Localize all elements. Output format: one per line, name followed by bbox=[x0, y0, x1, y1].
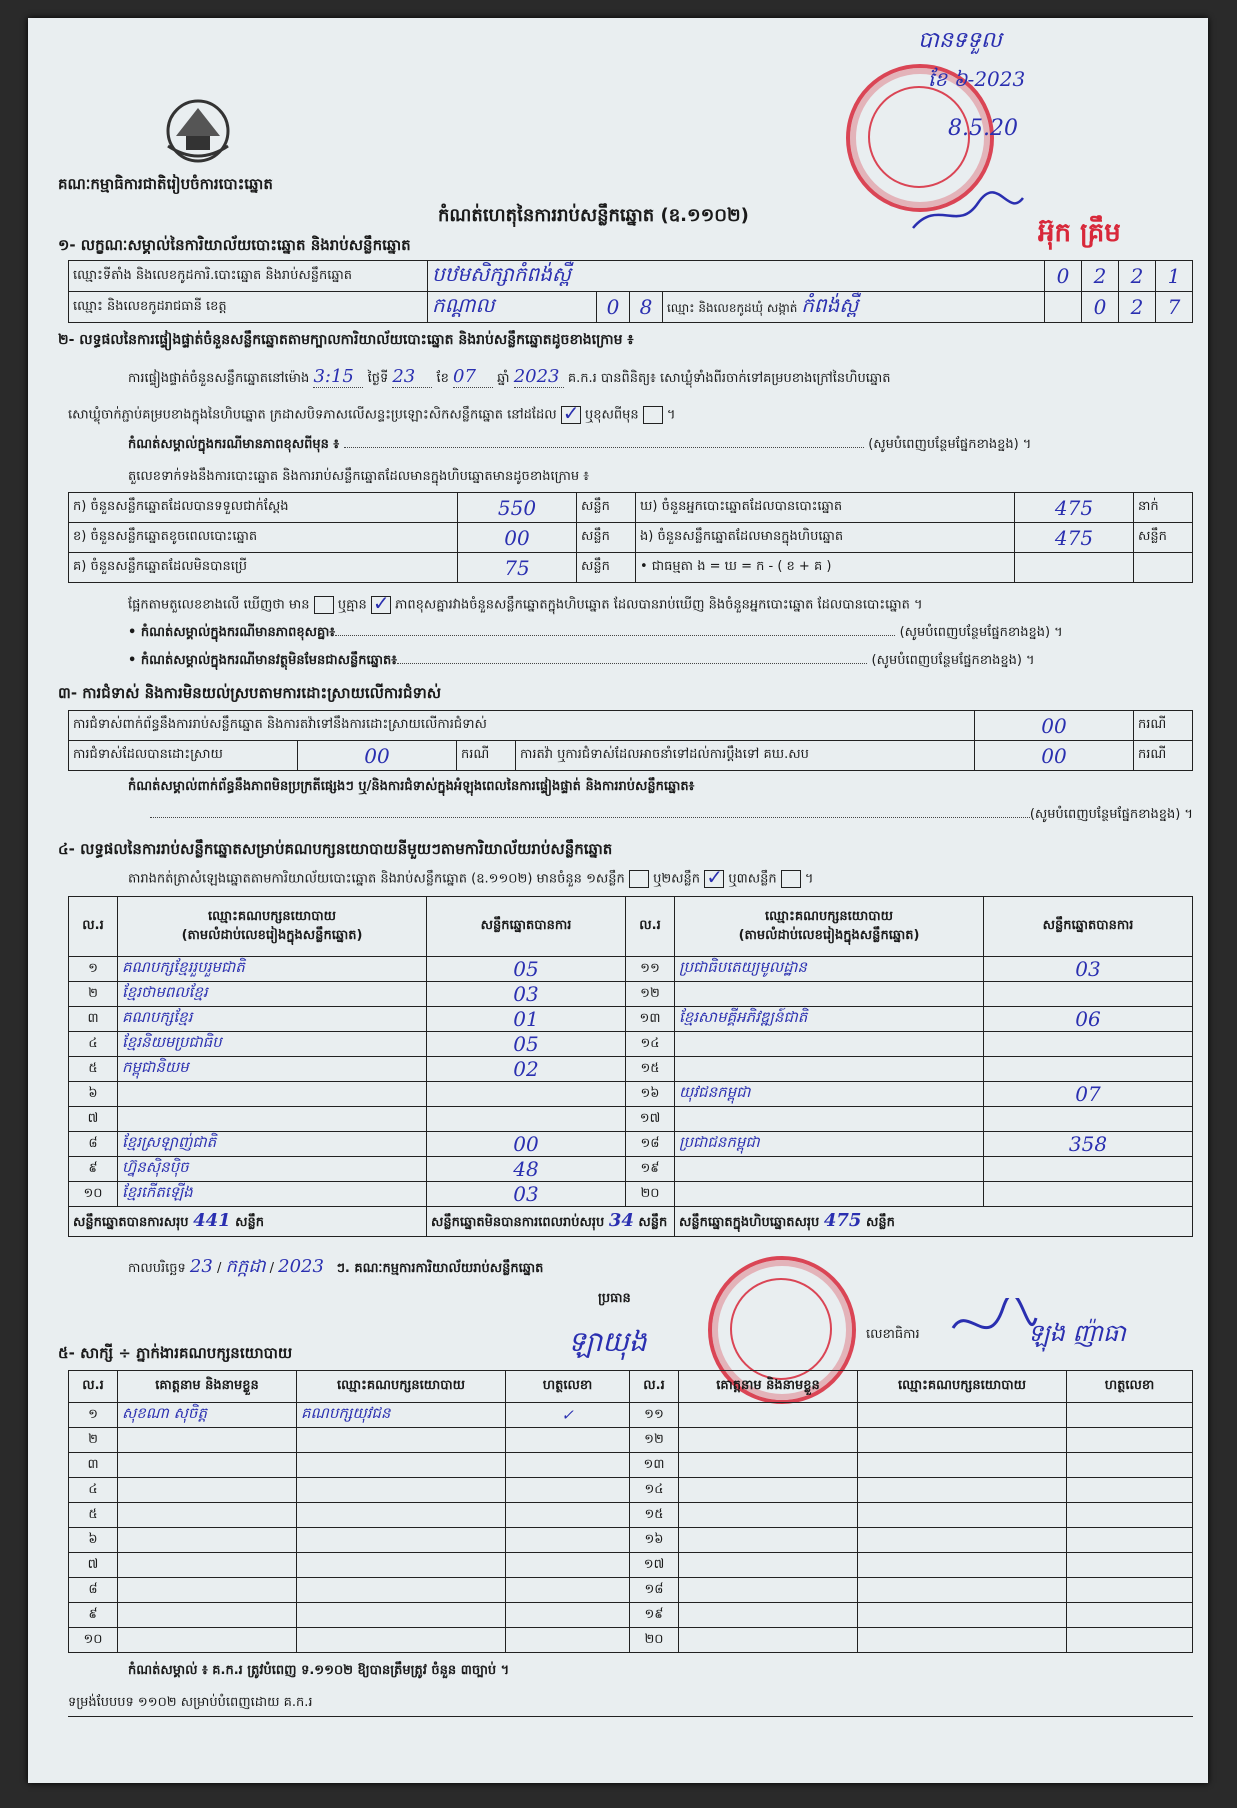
witness-name bbox=[118, 1428, 297, 1453]
ballot-count-form bbox=[28, 18, 1208, 1783]
count-value: 550 bbox=[458, 493, 577, 523]
witness-party bbox=[858, 1553, 1067, 1578]
witness-row bbox=[69, 1478, 1193, 1503]
party-votes bbox=[984, 1057, 1193, 1082]
row-number: ៨ bbox=[69, 1578, 118, 1603]
count-value: 00 bbox=[458, 523, 577, 553]
witness-row bbox=[69, 1578, 1193, 1603]
province-code-digit: 8 bbox=[630, 292, 663, 323]
witness-row bbox=[69, 1553, 1193, 1578]
witness-party bbox=[297, 1553, 506, 1578]
party-votes bbox=[984, 1107, 1193, 1132]
party-row bbox=[69, 982, 1193, 1007]
witness-name bbox=[118, 1528, 297, 1553]
three-sheets-checkbox[interactable] bbox=[781, 870, 801, 888]
row-number: ៥ bbox=[69, 1057, 118, 1082]
count-right-label: • ជាធម្មតា ង = ឃ = ក - ( ខ + គ ) bbox=[636, 553, 1015, 583]
witness-party bbox=[858, 1503, 1067, 1528]
row-number: ១៩ bbox=[630, 1603, 679, 1628]
witness-signature bbox=[506, 1603, 630, 1628]
witness-name bbox=[118, 1553, 297, 1578]
count-right-label: ង) ចំនួនសន្លឹកឆ្នោតដែលមានក្នុងហិបឆ្នោត bbox=[636, 523, 1015, 553]
witness-party bbox=[297, 1603, 506, 1628]
location-value: បឋមសិក្សាកំពង់ស្ពឺ bbox=[428, 261, 1045, 292]
row-number: ១៧ bbox=[626, 1107, 675, 1132]
count-unit: សន្លឹក bbox=[577, 493, 636, 523]
row-number: ៨ bbox=[69, 1132, 118, 1157]
count-right-value bbox=[1015, 553, 1134, 583]
witness-party bbox=[297, 1428, 506, 1453]
party-votes bbox=[984, 982, 1193, 1007]
row-number: ៧ bbox=[69, 1107, 118, 1132]
province-value: កណ្តាល bbox=[428, 292, 597, 323]
row-number: ១៣ bbox=[630, 1453, 679, 1478]
witness-signature bbox=[1067, 1628, 1193, 1653]
witness-party bbox=[297, 1478, 506, 1503]
received-note: បានទទួល bbox=[918, 28, 1002, 53]
witness-signature bbox=[506, 1553, 630, 1578]
witness-party bbox=[858, 1528, 1067, 1553]
witness-name bbox=[118, 1478, 297, 1503]
party-name bbox=[118, 1082, 427, 1107]
row-number: ២ bbox=[69, 1428, 118, 1453]
count-right-unit: សន្លឹក bbox=[1134, 523, 1193, 553]
verification-year: 2023 bbox=[514, 366, 564, 388]
footer-divider bbox=[68, 1716, 1193, 1717]
witness-signature bbox=[1067, 1403, 1193, 1428]
count-label: គ) ចំនួនសន្លឹកឆ្នោតដែលមិនបានប្រើ bbox=[69, 553, 458, 583]
party-name: កម្ពុជានិយម bbox=[118, 1057, 427, 1082]
discrepancy-line: ផ្អែកតាមតួលេខខាងលើ ឃើញថា មាន ឬគ្មាន ✓ ភាពខុសគ្នារវាងចំនួនសន្លឹកឆ្នោតក្នុងហិបឆ្នោត ដែលបានរាប់ឃើញ និងចំនួនអ្នកបោះឆ្នោត ដែលបានបោះឆ្នោត ។ bbox=[128, 596, 923, 616]
party-name bbox=[675, 1182, 984, 1207]
witness-signature bbox=[506, 1503, 630, 1528]
party-votes: 05 bbox=[427, 1032, 626, 1057]
chair-label: ប្រធាន bbox=[598, 1291, 631, 1306]
row-number: ១២ bbox=[630, 1428, 679, 1453]
count-right-value: 475 bbox=[1015, 493, 1134, 523]
count-row bbox=[69, 523, 1193, 553]
row-number: ១៨ bbox=[630, 1578, 679, 1603]
row-number: ៤ bbox=[69, 1478, 118, 1503]
party-results-table: ល.រ ឈ្មោះគណបក្សនយោបាយ (តាមលំដាប់លេខរៀងក្នុងសន្លឹកឆ្នោត) សន្លឹកឆ្នោតបានការ ល.រ ឈ្មោះគណបក្សនយោបាយ (តាមលំដាប់លេខរៀងក្នុងសន្លឹកឆ្នោត) សន្លឹកឆ្នោតបានការ ១ គណបក្សខ្មែររួបរួមជាតិ 05 ១១ ប្រជាធិបតេយ្យមូលដ្ឋាន 03 ២ ខ្មែរថាមពលខ្មែរ 03 ១២ ៣ គណបក្សខ្មែរ 01 ១៣ ខ្មែរសាមគ្គីអភិវឌ្ឍន៍ជាតិ 06 ៤ ខ្មែរនិយមប្រជាធិប 05 ១៤ ៥ កម្ពុជានិយម 02 ១៥ ៦ ១៦ យុវជនកម្ពុជា 07 ៧ ១៧ ៨ ខ្មែរស្រឡាញ់ជាតិ 00 ១៨ ប្រជាជនកម្ពុជា 358 ៩ ហ្វ៊ុនស៊ិនប៉ិច 48 ១៩ ១០ ខ្មែរកើតឡើង 03 ២០ សន្លឹកឆ្នោតបានការសរុប 441 សន្លឹក សន្លឹកឆ្នោតមិនបានការពេលរាប់សរុប 34 សន្លឹក សន្លឹកឆ្នោតក្នុងហិបឆ្នោតសរុប 475 សន្លឹក bbox=[68, 896, 1193, 1237]
party-votes bbox=[427, 1107, 626, 1132]
party-votes: 00 bbox=[427, 1132, 626, 1157]
witness-party: គណបក្សយុវជន bbox=[297, 1403, 506, 1428]
row-number: ៦ bbox=[69, 1528, 118, 1553]
witness-party bbox=[858, 1478, 1067, 1503]
row-number: ១២ bbox=[626, 982, 675, 1007]
verification-day: 23 bbox=[392, 366, 432, 388]
bullet-difference: • កំណត់សម្គាល់ក្នុងករណីមានភាពខុសគ្នា៖ (សូមបំពេញបន្ថែមផ្នែកខាងខ្នង) ។ bbox=[128, 625, 1063, 640]
row-number: ២ bbox=[69, 982, 118, 1007]
changed-checkbox[interactable] bbox=[643, 406, 663, 424]
witness-signature bbox=[1067, 1553, 1193, 1578]
row-number: ១៤ bbox=[626, 1032, 675, 1057]
box-total: សន្លឹកឆ្នោតក្នុងហិបឆ្នោតសរុប 475 សន្លឹក bbox=[675, 1207, 1193, 1237]
verification-month: 07 bbox=[453, 366, 493, 388]
location-code-digit: 1 bbox=[1156, 261, 1193, 292]
secretary-label: លេខាធិការ bbox=[866, 1327, 920, 1342]
location-code-digit: 2 bbox=[1082, 261, 1119, 292]
count-row bbox=[69, 553, 1193, 583]
commune-value: កំពង់ស្ពឺ bbox=[801, 293, 859, 317]
party-name bbox=[675, 1057, 984, 1082]
witness-party bbox=[858, 1453, 1067, 1478]
witness-row bbox=[69, 1628, 1193, 1653]
witness-name bbox=[679, 1428, 858, 1453]
witness-signature bbox=[1067, 1478, 1193, 1503]
unchanged-checkbox[interactable] bbox=[561, 406, 581, 424]
count-right-unit: នាក់ bbox=[1134, 493, 1193, 523]
party-votes bbox=[984, 1182, 1193, 1207]
party-name: ហ្វ៊ុនស៊ិនប៉ិច bbox=[118, 1157, 427, 1182]
sheets-count-line: តារាងកត់ត្រាសំឡេងឆ្នោតតាមការិយាល័យបោះឆ្នោត និងរាប់សន្លឹកឆ្នោត (ឧ.១១០២) មានចំនួន ១សន្លឹក ឬ២សន្លឹក ✓ ឬ៣សន្លឹក ។ bbox=[128, 870, 813, 890]
party-row bbox=[69, 1032, 1193, 1057]
row-number: ២០ bbox=[630, 1628, 679, 1653]
witness-name bbox=[679, 1503, 858, 1528]
row-number: ១៩ bbox=[626, 1157, 675, 1182]
witness-signature bbox=[506, 1478, 630, 1503]
party-votes: 48 bbox=[427, 1157, 626, 1182]
appeal-value: 00 bbox=[975, 741, 1134, 771]
witness-name bbox=[679, 1528, 858, 1553]
complaints-label: ការជំទាស់ពាក់ព័ន្ធនឹងការរាប់សន្លឹកឆ្នោត និងការតវ៉ាទៅនឹងការដោះស្រាយលើការជំទាស់ bbox=[69, 711, 975, 741]
party-votes bbox=[984, 1032, 1193, 1057]
commune-code-digit: 7 bbox=[1156, 292, 1193, 323]
seal-check-line: សោឃ្លុំចាក់ភ្ជាប់គម្របខាងក្នុងនៃហិបឆ្នោត ក្រដាសបិទភាសលើសន្ទះប្រឡោះសិកសន្លឹកឆ្នោត នៅដដែល ✓ ឬខុសពីមុន ។ bbox=[68, 406, 675, 426]
party-votes: 02 bbox=[427, 1057, 626, 1082]
row-number: ១៨ bbox=[626, 1132, 675, 1157]
witness-party bbox=[858, 1628, 1067, 1653]
row-number: ១៤ bbox=[630, 1478, 679, 1503]
signature-top bbox=[908, 188, 1028, 238]
row-number: ៩ bbox=[69, 1603, 118, 1628]
count-row bbox=[69, 493, 1193, 523]
row-number: ១១ bbox=[630, 1403, 679, 1428]
witness-name bbox=[679, 1403, 858, 1428]
has-difference-checkbox[interactable] bbox=[314, 596, 334, 614]
row-number: ៣ bbox=[69, 1453, 118, 1478]
received-date: ខែ ៦-2023 bbox=[928, 67, 1026, 91]
witness-name bbox=[118, 1603, 297, 1628]
witness-name bbox=[679, 1453, 858, 1478]
one-sheet-checkbox[interactable] bbox=[629, 870, 649, 888]
party-votes: 358 bbox=[984, 1132, 1193, 1157]
party-name: ខ្មែរសាមគ្គីអភិវឌ្ឍន៍ជាតិ bbox=[675, 1007, 984, 1032]
verification-time: 3:15 bbox=[313, 366, 363, 388]
location-label: ឈ្មោះទីតាំង និងលេខកូដការិ.បោះឆ្នោត និងរាប់សន្លឹកឆ្នោត bbox=[69, 261, 428, 292]
party-votes: 06 bbox=[984, 1007, 1193, 1032]
party-name bbox=[118, 1107, 427, 1132]
section4-title: ៤- លទ្ធផលនៃការរាប់សន្លឹកឆ្នោតសម្រាប់គណបក្សនយោបាយនីមួយៗតាមការិយាល័យរាប់សន្លឹកឆ្នោត bbox=[58, 840, 613, 858]
verification-line: ការផ្ទៀងផ្ទាត់ចំនួនសន្លឹកឆ្នោតនៅម៉ោង 3:15 ថ្ងៃទី 23 ខែ 07 ឆ្នាំ 2023 គ.ក.រ បានពិនិត្យ៖ សោឃ្លុំទាំងពីរចាក់ទៅគម្របខាងក្រៅនៃហិបឆ្នោត bbox=[128, 366, 891, 387]
valid-total: សន្លឹកឆ្នោតបានការសរុប 441 សន្លឹក bbox=[69, 1207, 427, 1237]
org-name: គណៈកម្មាធិការជាតិរៀបចំការបោះឆ្នោត bbox=[58, 175, 273, 193]
row-number: ២០ bbox=[626, 1182, 675, 1207]
count-label: ខ) ចំនួនសន្លឹកឆ្នោតខូចពេលបោះឆ្នោត bbox=[69, 523, 458, 553]
witness-name bbox=[679, 1478, 858, 1503]
form-title: កំណត់ហេតុនៃការរាប់សន្លឹកឆ្នោត (ឧ.១១០២) bbox=[438, 205, 749, 226]
count-value: 75 bbox=[458, 553, 577, 583]
witness-signature bbox=[1067, 1528, 1193, 1553]
witness-signature bbox=[1067, 1503, 1193, 1528]
row-number: ៥ bbox=[69, 1503, 118, 1528]
party-name: ខ្មែរកើតឡើង bbox=[118, 1182, 427, 1207]
witness-row bbox=[69, 1453, 1193, 1478]
location-code-digit: 0 bbox=[1045, 261, 1082, 292]
location-code-digit: 2 bbox=[1119, 261, 1156, 292]
party-name bbox=[675, 982, 984, 1007]
witness-name bbox=[679, 1603, 858, 1628]
irregularity-note-suffix: (សូមបំពេញបន្ថែមផ្នែកខាងខ្នង) ។ bbox=[68, 806, 1193, 825]
signer-name: អ៊ុក គ្រឹម bbox=[1038, 218, 1121, 248]
witness-signature bbox=[506, 1628, 630, 1653]
witness-signature bbox=[1067, 1603, 1193, 1628]
witness-signature bbox=[506, 1578, 630, 1603]
section2-title: ២- លទ្ធផលនៃការផ្ទៀងផ្ទាត់ចំនួនសន្លឹកឆ្នោតតាមក្បាលការិយាល័យបោះឆ្នោត និងរាប់សន្លឹកឆ្នោតដូចខាងក្រោម ៖ bbox=[58, 332, 634, 348]
witness-signature bbox=[1067, 1453, 1193, 1478]
section1-title: ១- លក្ខណៈសម្គាល់នៃការិយាល័យបោះឆ្នោត និងរាប់សន្លឹកឆ្នោត bbox=[58, 236, 411, 254]
witness-name bbox=[118, 1628, 297, 1653]
row-number: ១០ bbox=[69, 1628, 118, 1653]
row-number: ១៥ bbox=[630, 1503, 679, 1528]
commune-code-digit: 0 bbox=[1082, 292, 1119, 323]
witness-party bbox=[858, 1603, 1067, 1628]
row-number: ៧ bbox=[69, 1553, 118, 1578]
province-label: ឈ្មោះ និងលេខកូដរាជធានី ខេត្ត bbox=[69, 292, 428, 323]
counts-table bbox=[68, 492, 1193, 583]
witness-signature bbox=[506, 1528, 630, 1553]
party-row bbox=[69, 1157, 1193, 1182]
party-name bbox=[675, 1157, 984, 1182]
witness-name bbox=[679, 1578, 858, 1603]
secretary-signature: ឡុង ញ៉ាធា bbox=[1028, 1319, 1126, 1347]
witness-table: ល.រ គោត្តនាម និងនាមខ្លួន ឈ្មោះគណបក្សនយោបាយ ហត្ថលេខា ល.រ គោត្តនាម និងនាមខ្លួន ឈ្មោះគណបក្សនយោបាយ ហត្ថលេខា ១ សុខណា សុចិត្ត គណបក្សយុវជន ✓ ១១ ២ ១២ ៣ ១៣ ៤ ១៤ ៥ ១៥ ៦ ១៦ ៧ ១៧ ៨ ១៨ ៩ ១៩ ១០ ២០ bbox=[68, 1370, 1193, 1653]
row-number: ៤ bbox=[69, 1032, 118, 1057]
chair-signature: ឡាយុង bbox=[568, 1325, 647, 1358]
count-right-value: 475 bbox=[1015, 523, 1134, 553]
witness-name bbox=[118, 1578, 297, 1603]
bullet-foreign-object: • កំណត់សម្គាល់ក្នុងករណីមានវត្ថុមិនមែនជាសន្លឹកឆ្នោត៖ (សូមបំពេញបន្ថែមផ្នែកខាងខ្នង) ។ bbox=[128, 653, 1035, 668]
witness-name bbox=[118, 1503, 297, 1528]
witness-party bbox=[297, 1453, 506, 1478]
party-row bbox=[69, 1057, 1193, 1082]
party-votes: 05 bbox=[427, 957, 626, 982]
party-votes: 03 bbox=[984, 957, 1193, 982]
nec-emblem-icon bbox=[158, 96, 238, 166]
row-number: ១៣ bbox=[626, 1007, 675, 1032]
party-name: គណបក្សខ្មែរ bbox=[118, 1007, 427, 1032]
difference-note-line: កំណត់សម្គាល់ក្នុងករណីមានភាពខុសពីមុន ៖ (សូមបំពេញបន្ថែមផ្នែកខាងខ្នង) ។ bbox=[128, 437, 1032, 452]
commune-label: ឈ្មោះ និងលេខកូដឃុំ សង្កាត់ bbox=[667, 301, 798, 315]
witness-party bbox=[297, 1503, 506, 1528]
party-votes bbox=[427, 1082, 626, 1107]
party-name bbox=[675, 1032, 984, 1057]
resolved-value: 00 bbox=[298, 741, 457, 771]
row-number: ១ bbox=[69, 1403, 118, 1428]
signing-date: កាលបរិច្ឆេទ 23 / កក្កដា / 2023 ៗ. គណៈកម្មការការិយាល័យរាប់សន្លឹកឆ្នោត bbox=[128, 1256, 544, 1277]
witness-name bbox=[118, 1453, 297, 1478]
witness-party bbox=[297, 1628, 506, 1653]
party-row bbox=[69, 1182, 1193, 1207]
party-name: យុវជនកម្ពុជា bbox=[675, 1082, 984, 1107]
party-name: ប្រជាធិបតេយ្យមូលដ្ឋាន bbox=[675, 957, 984, 982]
witness-signature bbox=[1067, 1428, 1193, 1453]
province-code-digit: 0 bbox=[597, 292, 630, 323]
no-difference-checkbox[interactable] bbox=[371, 596, 391, 614]
party-row bbox=[69, 1007, 1193, 1032]
witness-party bbox=[858, 1428, 1067, 1453]
party-votes: 07 bbox=[984, 1082, 1193, 1107]
row-number: ១៥ bbox=[626, 1057, 675, 1082]
witness-name: សុខណា សុចិត្ត bbox=[118, 1403, 297, 1428]
witness-name bbox=[679, 1628, 858, 1653]
party-votes: 01 bbox=[427, 1007, 626, 1032]
complaints-value: 00 bbox=[975, 711, 1134, 741]
witness-party bbox=[858, 1578, 1067, 1603]
party-row bbox=[69, 1132, 1193, 1157]
witness-row bbox=[69, 1428, 1193, 1453]
party-name: ខ្មែរនិយមប្រជាធិប bbox=[118, 1032, 427, 1057]
witness-party bbox=[297, 1578, 506, 1603]
section5-title: ៥- សាក្សី ÷ ភ្នាក់ងារគណបក្សនយោបាយ bbox=[58, 1344, 293, 1362]
party-votes bbox=[984, 1157, 1193, 1182]
party-row bbox=[69, 957, 1193, 982]
form-code: ទម្រង់បែបបទ ១១០២ សម្រាប់បំពេញដោយ គ.ក.រ bbox=[68, 1695, 313, 1710]
count-unit: សន្លឹក bbox=[577, 553, 636, 583]
counts-intro: តួលេខទាក់ទងនឹងការបោះឆ្នោត និងការរាប់សន្លឹកឆ្នោតដែលមានក្នុងហិបឆ្នោតមានដូចខាងក្រោម ៖ bbox=[128, 469, 589, 484]
witness-name bbox=[679, 1553, 858, 1578]
section1-table bbox=[68, 260, 1193, 323]
count-unit: សន្លឹក bbox=[577, 523, 636, 553]
two-sheets-checkbox[interactable] bbox=[704, 870, 724, 888]
count-right-unit bbox=[1134, 553, 1193, 583]
row-number: ១១ bbox=[626, 957, 675, 982]
footnote: កំណត់សម្គាល់ ៖ គ.ក.រ ត្រូវបំពេញ ទ.១១០២ ឱ្យបានត្រឹមត្រូវ ចំនួន ៣ច្បាប់ ។ bbox=[128, 1663, 510, 1678]
row-number: ១០ bbox=[69, 1182, 118, 1207]
count-label: ក) ចំនួនសន្លឹកឆ្នោតដែលបានទទួលជាក់ស្តែង bbox=[69, 493, 458, 523]
party-row bbox=[69, 1082, 1193, 1107]
party-name: ខ្មែរថាមពលខ្មែរ bbox=[118, 982, 427, 1007]
party-row bbox=[69, 1107, 1193, 1132]
row-number: ១៦ bbox=[626, 1082, 675, 1107]
row-number: ១៦ bbox=[630, 1528, 679, 1553]
witness-party bbox=[297, 1528, 506, 1553]
complaints-table: ការជំទាស់ពាក់ព័ន្ធនឹងការរាប់សន្លឹកឆ្នោត និងការតវ៉ាទៅនឹងការដោះស្រាយលើការជំទាស់ 00 ករណី ការជំទាស់ដែលបានដោះស្រាយ 00 ករណី ការតវ៉ា ឬការជំទាស់ដែលអាចនាំទៅដល់ការប្តឹងទៅ គឃ.សប 00 ករណី bbox=[68, 710, 1193, 771]
row-number: ៣ bbox=[69, 1007, 118, 1032]
count-right-label: ឃ) ចំនួនអ្នកបោះឆ្នោតដែលបានបោះឆ្នោត bbox=[636, 493, 1015, 523]
witness-signature bbox=[1067, 1578, 1193, 1603]
row-number: ៦ bbox=[69, 1082, 118, 1107]
row-number: ៩ bbox=[69, 1157, 118, 1182]
witness-row bbox=[69, 1528, 1193, 1553]
appeal-label: ការតវ៉ា ឬការជំទាស់ដែលអាចនាំទៅដល់ការប្តឹងទៅ គឃ.សប bbox=[516, 741, 975, 771]
commune-code-digit: 2 bbox=[1119, 292, 1156, 323]
received-time: 8.5.20 bbox=[948, 116, 1018, 141]
party-name: ប្រជាជនកម្ពុជា bbox=[675, 1132, 984, 1157]
party-votes: 03 bbox=[427, 1182, 626, 1207]
witness-row bbox=[69, 1603, 1193, 1628]
section3-title: ៣- ការជំទាស់ និងការមិនយល់ស្របតាមការដោះស្រាយលើការជំទាស់ bbox=[58, 684, 442, 702]
party-votes: 03 bbox=[427, 982, 626, 1007]
witness-row bbox=[69, 1503, 1193, 1528]
witness-party bbox=[858, 1403, 1067, 1428]
secretary-scribble bbox=[948, 1298, 1038, 1358]
witness-row bbox=[69, 1403, 1193, 1428]
witness-signature: ✓ bbox=[506, 1403, 630, 1428]
party-name: ខ្មែរស្រឡាញ់ជាតិ bbox=[118, 1132, 427, 1157]
row-number: ១ bbox=[69, 957, 118, 982]
party-name bbox=[675, 1107, 984, 1132]
witness-signature bbox=[506, 1428, 630, 1453]
invalid-total: សន្លឹកឆ្នោតមិនបានការពេលរាប់សរុប 34 សន្លឹក bbox=[427, 1207, 675, 1237]
irregularity-note: កំណត់សម្គាល់ពាក់ព័ន្ធនឹងភាពមិនប្រក្រតីផ្សេងៗ ឬ/និងការជំទាស់ក្នុងអំឡុងពេលនៃការផ្ទៀងផ្ទាត់ និងការរាប់សន្លឹកឆ្នោត៖ bbox=[128, 779, 695, 794]
resolved-label: ការជំទាស់ដែលបានដោះស្រាយ bbox=[69, 741, 298, 771]
party-name: គណបក្សខ្មែររួបរួមជាតិ bbox=[118, 957, 427, 982]
row-number: ១៧ bbox=[630, 1553, 679, 1578]
witness-signature bbox=[506, 1453, 630, 1478]
